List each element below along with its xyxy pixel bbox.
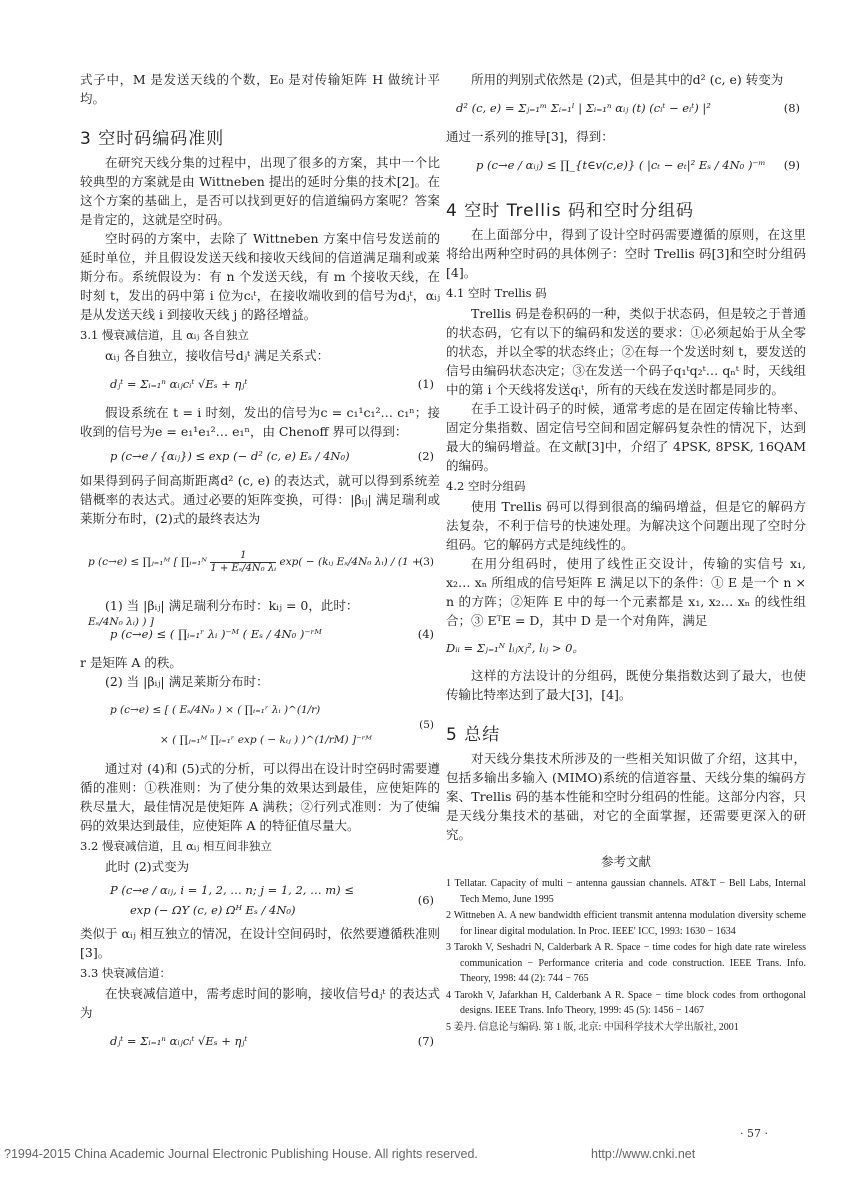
section-4-title: 4 空时 Trellis 码和空时分组码 [446,201,695,221]
rank-note: r 是矩阵 A 的秩。 [80,655,182,670]
subsection-3-1-paragraph: αᵢⱼ 各自独立，接收信号dⱼᵗ 满足关系式： [105,348,330,363]
paragraph-gauss-distance: 如果得到码子间高斯距离d² (c, e) 的表达式，就可以得到系统差错概率的表达式。通过必要的矩阵变换，可得：|βᵢⱼ| 满足瑞利或莱斯分布时，(2)式的最终表达为 [80,473,440,526]
equation-5-line-2: × ( ∏ⱼ₌₁ᴹ ∏ᵢ₌₁ʳ exp ( − kᵢⱼ ) )^(1/rM) ]⁻ʳᴹ [160,734,373,746]
equation-6 [80,880,440,920]
equation-6-line-1: P (c→e / αᵢⱼ, i = 1, 2, … n; j = 1, 2, … m) ≤ [110,883,354,897]
reference-item: 4 Tarokh V, Jafarkhan H, Calderbank A R. Space − time block codes from orthogonal designs. IEEE Trans. Info Theory, 1999: 45 (5): 1456 − 1467 [446,989,806,1016]
right-column [446,70,806,1036]
equation-2 [80,445,440,467]
reference-item: 5 姜丹. 信息论与编码. 第 1 版, 北京: 中国科学技术大学出版社, 2001 [446,1021,739,1033]
equation-10 [446,634,806,662]
references-title: 参考文献 [600,854,651,869]
equation-1 [80,369,440,399]
paragraph-system-time: 假设系统在 t = i 时刻，发出的信号为c = c₁¹c₁²… c₁ⁿ；接收到的信号为e = e₁¹e₁²… e₁ⁿ，由 Chenoff 界可以得到： [80,405,440,439]
subsection-4-2-paragraph-1: 使用 Trellis 码可以得到很高的编码增益，但是它的解码方法复杂，不利于信号的快速处理。为解决这个问题出现了空时分组码。它的解码方式是纯线性的。 [446,499,806,552]
section-3-paragraph-2: 空时码的方案中，去除了 Wittneben 方案中信号发送前的延时单位，并且假设发送天线和接收天线间的信道满足瑞利或莱斯分布。系统假设为：有 n 个发送天线，有 m 个接收天线，在时刻 t，发出的码中第 i 位为cᵢᵗ，在接收端收到的信号为dⱼᵗ，αᵢⱼ 是从发送天线 i 到接收天线 j 的路径增益。 [80,231,440,322]
equation-5-line-1: p (c→e) ≤ [ ( Eₛ/4N₀ ) × ( ∏ᵢ₌₁ʳ λᵢ )^(1/r) [110,704,321,716]
equation-7-body: dⱼᵗ = Σᵢ₌₁ⁿ αᵢⱼcᵢᵗ √Eₛ + ηⱼᵗ [110,1034,248,1048]
section-5-paragraph: 对天线分集技术所涉及的一些相关知识做了介绍，这其中，包括多输出多输入 (MIMO)系统的信道容量、天线分集的编码方案、Trellis 码的基本性能和空时分组码的性能。这部分内容，只是天线分集技术的基础，对它的全面掌握，还需要更深入的研究。 [446,751,806,842]
equation-6-line-2: exp (− ΩY (c, e) Ωᴴ Eₛ / 4N₀) [130,903,296,917]
equation-10-body: Dᵢᵢ = Σⱼ₌₁ᴺ lᵢⱼxⱼ², lᵢⱼ > 0。 [446,641,584,655]
equation-7 [80,1026,440,1056]
subsection-3-3-title: 3.3 快衰减信道： [80,966,171,980]
equation-3-exp: exp( − (kᵢⱼ Eₛ/4N₀ λᵢ) / (1 + Eₛ/4N₀ λᵢ) ) ] [88,556,421,628]
equation-5 [80,695,440,755]
section-3-title: 3 空时码编码准则 [80,129,225,149]
equation-3-fraction-numerator: 1 [210,550,276,563]
equation-4 [80,619,440,649]
subsection-3-2-paragraph: 此时 (2)式变为 [105,859,190,874]
equation-1-number: (1) [417,377,434,391]
paragraph-design-criteria: 通过对 (4)和 (5)式的分析，可以得出在设计时空码时需要遵循的准则：①秩准则：为了使分集的效果达到最佳，应使矩阵的秩尽量大，最佳情况是使矩阵 A 满秩；②行列式准则：为了使编码的效果达到最佳，应使矩阵 A 的特征值尽量大。 [80,761,440,833]
subsection-4-2-paragraph-2: 在用分组码时，使用了线性正交设计，传输的实信号 x₁, x₂… xₙ 所组成的信号矩阵 E 满足以下的条件：① E 是一个 n × n 的方阵；②矩阵 E 中的每一个元素都是 x₁, x₂… xₙ 的线性组合；③ EᵀE = D，其中 D 是一个对角阵，满足 [446,556,806,628]
intro-paragraph: 式子中，M 是发送天线的个数，E₀ 是对传输矩阵 H 做统计平均。 [80,72,440,106]
equation-2-number: (2) [417,449,434,463]
equation-3-lhs: p (c→e) ≤ [88,556,140,568]
references-list [446,876,806,1035]
equation-9-number: (9) [783,158,800,172]
equation-8-body: d² (c, e) = Σⱼ₌₁ᵐ Σᵢ₌₁ˡ | Σᵢ₌₁ⁿ αᵢⱼ (t) (cᵢᵗ − eᵢᵗ) |² [456,101,711,115]
equation-4-body: p (c→e) ≤ ( ∏ᵢ₌₁ʳ λᵢ )⁻ᴹ ( Eₛ / 4N₀ )⁻ʳᴹ [110,627,322,641]
subsection-3-3-paragraph: 在快衰减信道中，需考虑时间的影响，接收信号dⱼᵗ 的表达式为 [80,986,440,1020]
left-column [80,70,440,1060]
footer-url: http://www.cnki.net [591,1147,696,1161]
footer-copyright: ?1994-2015 China Academic Journal Electronic Publishing House. All rights reserved. [4,1147,478,1161]
case-2-rice: (2) 当 |βᵢⱼ| 满足莱斯分布时： [105,674,269,689]
reference-item: 1 Tellatar. Capacity of multi − antenna gaussian channels. AT&T − Bell Labs, Internal Tech Memo, June 1995 [446,878,806,905]
subsection-4-2-paragraph-3: 这样的方法设计的分组码，既使分集指数达到了最大，也使传输比特率达到了最大[3]，[4]。 [446,668,806,702]
paragraph-derivation: 通过一系列的推导[3]，得到： [446,129,614,144]
subsection-3-2-title: 3.2 慢衰减信道，且 αᵢⱼ 相互间非独立 [80,839,272,853]
equation-3-number: (3) [419,556,434,568]
section-3-paragraph-1: 在研究天线分集的过程中，出现了很多的方案，其中一个比较典型的方案就是由 Wittneben 提出的延时分集的技术[2]。在这个方案的基础上，是否可以找到更好的信道编码方案呢？答案是肯定的，这就是空时码。 [80,155,440,227]
equation-1-body: dⱼᵗ = Σᵢ₌₁ⁿ αᵢⱼcᵢᵗ √Eₛ + ηⱼᵗ [110,377,248,391]
paragraph-rank-rule: 类似于 αᵢⱼ 相互独立的情况，在设计空间码时，依然要遵循秩准则[3]。 [80,926,440,960]
equation-9 [446,150,806,180]
subsection-3-1-title: 3.1 慢衰减信道，且 αᵢⱼ 各自独立 [80,328,249,342]
case-1-rayleigh: (1) 当 |βᵢⱼ| 满足瑞利分布时：kᵢⱼ = 0，此时： [105,598,359,613]
subsection-4-1-title: 4.1 空时 Trellis 码 [446,286,547,300]
section-4-paragraph: 在上面部分中，得到了设计空时码需要遵循的原则，在这里将给出两种空时码的具体例子：空时 Trellis 码[3]和空时分组码[4]。 [446,227,806,280]
equation-3-product: ∏ⱼ₌₁ᴹ [ ∏ᵢ₌₁ᴺ [142,556,208,568]
section-5-title: 5 总结 [446,725,501,745]
equation-3-fraction-denominator: 1 + Eₛ/4N₀ λᵢ [210,562,277,574]
subsection-4-1-paragraph-1: Trellis 码是卷积码的一种，类似于状态码，但是较之于普通的状态码，它有以下的编码和发送的要求：①必须起始于从全零的状态，并以全零的状态终止；②在每一个发送时刻 t，要发送的信号由编码状态决定；③在发送一个码子q₁ᵗq₂ᵗ… qₙᵗ 时，天线组中的第 i 个天线将发送qᵢᵗ，所有的天线在发送时都是同步的。 [446,306,806,397]
equation-3-fraction [210,550,276,575]
reference-item: 3 Tarokh V, Seshadri N, Calderbark A R. Space − time codes for high date rate wireless communication − Performance criteria and code construction. IEEE Trans. Info. Theory, 1998: 44 (2): 744 − 765 [446,942,806,984]
reference-item: 2 Wittneben A. A new bandwidth efficient transmit antenna modulation diversity scheme for linear digital modulation. In Proc. IEEE' ICC, 1993: 1630 − 1634 [446,910,806,937]
equation-9-body: p (c→e / αᵢⱼ) ≤ ∏_{t∈v(c,e)} ( |cₜ − eₜ|² Eₛ / 4N₀ )⁻ᵐ [476,158,766,172]
page-number: · 57 · [740,1127,768,1140]
equation-7-number: (7) [417,1034,434,1048]
equation-2-body: p (c→e / {αᵢⱼ}) ≤ exp (− d² (c, e) Eₛ / 4N₀) [110,449,350,463]
subsection-4-1-paragraph-2: 在手工设计码子的时候，通常考虑的是在固定传输比特率、固定分集指数、固定信号空间和固定解码复杂性的情况下，达到最大的编码增益。在文献[3]中，介绍了 4PSK, 8PSK, 16QAM 的编码。 [446,401,806,473]
right-top-paragraph: 所用的判别式依然是 (2)式，但是其中的d² (c, e) 转变为 [471,72,784,87]
subsection-4-2-title: 4.2 空时分组码 [446,479,526,493]
equation-5-number: (5) [419,719,434,731]
equation-4-number: (4) [417,627,434,641]
equation-8 [446,93,806,123]
equation-6-number: (6) [417,893,434,907]
equation-8-number: (8) [783,101,800,115]
